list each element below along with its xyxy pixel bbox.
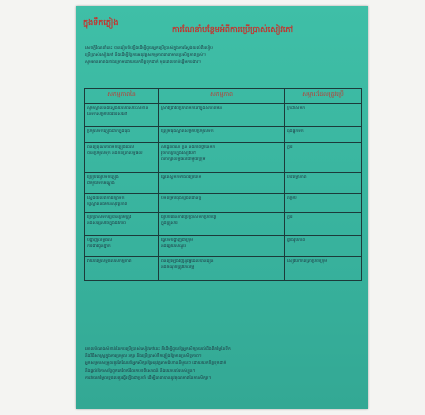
cell-text: ការងារជូនថ្នាក់ xyxy=(87,244,111,249)
cell-text: ស្រាវជ្រាវពីប្រភពទឹកនៅក្នុងសហគមន៍ xyxy=(161,106,223,111)
intro-line: សេចក្ដីណែនាំនេះ បានរៀបចំឡើងដើម្បីជួយអ្នកប្រើប្រាស់ក្នុងការស្វែងយល់ពីរបៀប xyxy=(85,46,213,51)
cell-text: កែវតម្លាភាព xyxy=(287,175,307,180)
table-cell xyxy=(285,104,362,127)
footer-line: និងវិធីសាស្ត្រក្នុងការប្រមូល រក្សា និងប្រើប្រាស់ទឹកភ្លៀងឱ្យមានប្រសិទ្ធភាព។ xyxy=(85,354,202,360)
table-row xyxy=(85,213,362,236)
table-cell xyxy=(159,257,285,281)
cell-text: ប្រៀបធៀបទឹកភ្លៀង xyxy=(87,175,119,180)
cell-text: វាយតម្លៃលទ្ធផលសកម្មភាព xyxy=(87,259,132,264)
cell-text: សូមស្គាល់និងស្វែងយល់ពីសារៈសំខាន់ xyxy=(87,106,149,111)
cell-text: ពិភាក្សាលទ្ធផលជាមួយក្រុម xyxy=(161,157,206,162)
intro-line: ប្រើប្រាស់សៀវភៅ និងដើម្បីឱ្យការអនុវត្តសកម្មភាពនានាមានប្រសិទ្ធភាពខ្ពស់។ xyxy=(85,53,206,58)
cell-text: រៀបចំផែនការប្រើប្រាស់ទឹកប្រចាំថ្ងៃ xyxy=(161,215,217,220)
page-title: ការណែនាំបន្ថែមអំពីការប្រើប្រាស់សៀវភៅ xyxy=(172,25,294,34)
table-row xyxy=(85,104,362,127)
table-cell xyxy=(159,104,285,127)
footer-paragraph xyxy=(85,346,361,382)
cell-text: បានប្រមូលទុក និងកត់ត្រាលទ្ធផល xyxy=(87,151,143,156)
cell-text: និងសន្សំសំចៃក្នុងជីវភាព xyxy=(87,221,126,226)
cell-text: ក្រដាសទឹក xyxy=(287,106,306,111)
table-cell xyxy=(159,127,285,143)
cell-text: ក្ដារ xyxy=(287,215,293,220)
cell-text: ក្នុងគ្រួសារ xyxy=(161,221,178,226)
table-row xyxy=(85,194,362,213)
cell-text: និងចំណុចត្រូវកែលម្អ xyxy=(161,265,195,270)
table-cell xyxy=(159,143,285,173)
cell-text: បិទគម្របធុងឱ្យជិតជានិច្ច xyxy=(161,196,202,201)
cell-text: ត្រៀមធុងស្អាតសម្រាប់ប្រមូលទឹក xyxy=(161,129,214,134)
table-cell xyxy=(85,104,159,127)
table-row xyxy=(85,236,362,257)
activity-table xyxy=(84,88,362,281)
footer-line: គោលបំណងសំខាន់នៃការប្រើប្រាស់សៀវភៅនេះ គឺដើម្បីជួយឱ្យអ្នកសិក្សាយល់ដឹងពីតម្លៃនៃទឹក xyxy=(85,347,231,352)
intro-paragraph xyxy=(85,45,360,66)
footer-line: អ្នកសម្របសម្រួលគួរតែណែនាំអ្នកសិក្សាឱ្យអនុវត្តតាមជំហាននីមួយៗ ដោយយកចិត្តទុកដាក់ xyxy=(85,361,227,367)
table-body xyxy=(85,104,362,281)
table-header-row xyxy=(85,89,362,104)
table-cell xyxy=(85,213,159,236)
table-cell xyxy=(285,143,362,173)
table-cell xyxy=(285,257,362,281)
table-cell xyxy=(285,213,362,236)
table-cell xyxy=(85,257,159,281)
cell-text: ផ្ទាំងរូបភាព xyxy=(287,238,306,243)
table-cell xyxy=(159,236,285,257)
table-cell xyxy=(285,127,362,143)
cell-text: ធ្វើបទបង្ហាញជាក្រុម xyxy=(161,238,193,243)
table-cell xyxy=(85,173,159,194)
cell-text: ជាមួយទឹកអណ្ដូង xyxy=(87,181,115,186)
cell-text: ធ្វើតេស្តទឹកទាំងពីរប្រភេទ xyxy=(161,175,202,180)
book-page xyxy=(76,6,368,409)
table-cell xyxy=(85,236,159,257)
cell-text: ក្ដារ xyxy=(287,145,293,150)
table-row xyxy=(85,257,362,281)
table-cell xyxy=(159,173,285,194)
cell-text: ស្វែងយល់ពីការរក្សាទឹក xyxy=(87,196,125,201)
cell-text: ប្រើប្រាស់ទឹកឱ្យបានត្រឹមត្រូវ xyxy=(87,215,132,220)
table-row xyxy=(85,173,362,194)
intro-line: សូមអានតារាងខាងក្រោមដោយយកចិត្តទុកដាក់ មុនពេលចាប់ផ្ដើមការងារ។ xyxy=(85,60,201,65)
cell-text: ធុងផ្ទុកទឹក xyxy=(287,129,304,134)
table-row xyxy=(85,143,362,173)
cell-text: សៀវភៅកត់ត្រាប្រចាំក្រុម xyxy=(287,259,328,264)
cell-text: រួចកត់ត្រាក្នុងសៀវភៅ xyxy=(161,151,196,156)
table-cell xyxy=(285,173,362,194)
cell-text: ពិនិត្យគុណភាពទឹកភ្លៀងដែល xyxy=(87,145,134,150)
section-heading: ក្នុងទឹកភ្លៀង xyxy=(83,18,119,27)
cell-text: ឱ្យស្អាតនិងមានសុវត្ថិភាព xyxy=(87,202,128,207)
footer-line: ការវាយតម្លៃលទ្ធផលគួរធ្វើឡើងជាប្រចាំ ដើម្បីធានាបាននូវគុណភាពនៃការសិក្សា។ xyxy=(85,375,212,381)
table-cell xyxy=(85,143,159,173)
cell-text: នៃទឹកសម្រាប់ជីវិតរស់នៅ xyxy=(87,112,128,117)
cell-text: និងឆ្លើយសំណួរ xyxy=(161,244,186,249)
cell-text: បង្ហាញលទ្ធផល xyxy=(87,238,113,243)
header-cell: សកម្មភាព xyxy=(159,89,285,104)
table-cell xyxy=(159,213,285,236)
header-cell: សកម្មភាពនៃ xyxy=(85,89,159,104)
table-cell xyxy=(85,127,159,143)
table-row xyxy=(85,127,362,143)
cell-text: ប្រមូលទឹកភ្លៀងដាក់ក្នុងធុង xyxy=(87,129,131,134)
table-cell xyxy=(285,236,362,257)
cell-text: សង្កេតពណ៌ ក្លិន និងភាពថ្លានៃទឹក xyxy=(161,145,216,150)
footer-line: និងផ្ដល់ឱកាសឱ្យពួកគេចែករំលែកបទពិសោធន៍ និងយោបល់របស់ខ្លួន។ xyxy=(85,368,196,374)
table-cell xyxy=(159,194,285,213)
table-cell xyxy=(85,194,159,213)
table-cell xyxy=(285,194,362,213)
cell-text: គម្រប xyxy=(287,196,297,201)
cell-text: ពិនិត្យឡើងវិញនូវអ្វីដែលបានរៀន xyxy=(161,259,214,264)
header-cell: សម្ភារៈដែលត្រូវប្រើ xyxy=(285,89,362,104)
